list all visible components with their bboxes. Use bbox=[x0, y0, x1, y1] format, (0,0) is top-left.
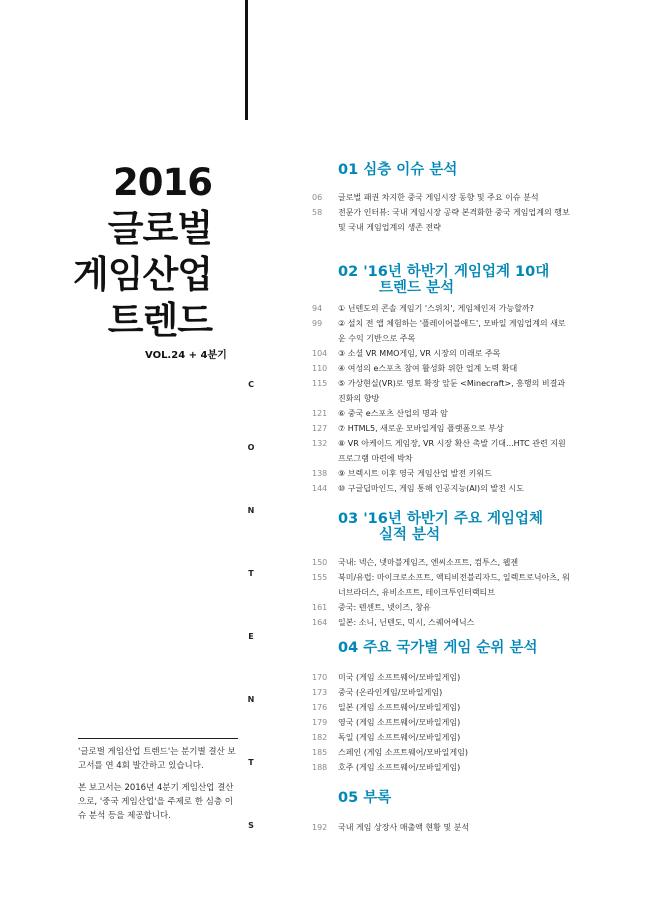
volume-label: VOL.24 + 4분기 bbox=[145, 350, 227, 361]
section-items bbox=[312, 670, 573, 775]
toc-page-number: 161 bbox=[312, 603, 328, 612]
toc-entry-text: 북미/유럽: 마이크로소프트, 액티비전블리자드, 일렉트로닉아츠, 워너브라더스, 유비소프트, 테이크투인터랙티브 bbox=[338, 573, 570, 597]
toc-entry-text: 글로벌 패권 차지한 중국 게임시장 동향 및 주요 이슈 분석 bbox=[338, 193, 539, 202]
toc-entry-text: 중국: 텐센트, 넷이즈, 창유 bbox=[338, 603, 431, 612]
section-title bbox=[338, 162, 573, 178]
publication-note bbox=[78, 745, 238, 831]
toc-item[interactable] bbox=[312, 715, 573, 730]
toc-entry-text: ⑩ 구글딥마인드, 게임 통해 인공지능(AI)의 발전 시도 bbox=[338, 484, 524, 493]
section-title-line-1: 01 심층 이슈 분석 bbox=[338, 162, 458, 178]
title-line-1: 2016 bbox=[113, 161, 212, 204]
toc-page-number: 104 bbox=[312, 349, 328, 358]
toc-page-number: 192 bbox=[312, 823, 328, 832]
toc-entry-text: ⑥ 중국 e스포츠 산업의 명과 암 bbox=[338, 409, 448, 418]
toc-page-number: 179 bbox=[312, 718, 328, 727]
toc-page-number: 121 bbox=[312, 409, 328, 418]
section-title-line-2: 트렌드 분석 bbox=[379, 280, 455, 296]
section-title-line-1: 02 '16년 하반기 게임업계 10대 bbox=[338, 264, 550, 280]
toc-entry-text: 국내 게임 상장사 매출액 현황 및 분석 bbox=[338, 823, 470, 832]
toc-entry-text: 중국 (온라인게임/모바일게임) bbox=[338, 688, 443, 697]
toc-entry-text: ① 닌텐도의 콘솔 게임기 '스위치', 게임체인저 가능할까? bbox=[338, 304, 534, 313]
toc-page-number: 94 bbox=[312, 304, 323, 313]
toc-entry-text: 일본: 소니, 닌텐도, 믹시, 스퀘어에닉스 bbox=[338, 618, 475, 627]
toc-entry-text: 영국 (게임 소프트웨어/모바일게임) bbox=[338, 718, 461, 727]
toc-entry-text: 국내: 넥슨, 넷마블게임즈, 엔씨소프트, 컴투스, 웹젠 bbox=[338, 558, 519, 567]
toc-page-number: 150 bbox=[312, 558, 328, 567]
contents-letter: S bbox=[248, 821, 254, 830]
toc-item[interactable] bbox=[312, 700, 573, 715]
toc-item[interactable] bbox=[312, 555, 573, 570]
toc-item[interactable] bbox=[312, 466, 573, 481]
note-paragraph-2: 본 보고서는 2016년 4분기 게임산업 결산으로, '중국 게임산업'을 주제로 한 심층 이슈 분석 등을 제공합니다. bbox=[78, 783, 234, 821]
toc-item[interactable] bbox=[312, 190, 573, 205]
toc-page-number: 58 bbox=[312, 208, 323, 217]
section-items bbox=[312, 820, 573, 835]
toc-page-number: 170 bbox=[312, 673, 328, 682]
toc-item[interactable] bbox=[312, 745, 573, 760]
toc-entry-text: 호주 (게임 소프트웨어/모바일게임) bbox=[338, 763, 461, 772]
report-title bbox=[73, 160, 212, 344]
section-title-line-1: 04 주요 국가별 게임 순위 분석 bbox=[338, 640, 538, 656]
contents-letter: C bbox=[248, 380, 254, 389]
contents-letter: O bbox=[247, 443, 255, 452]
contents-letter: N bbox=[247, 506, 255, 515]
toc-page-number: 188 bbox=[312, 763, 328, 772]
toc-item[interactable] bbox=[312, 361, 573, 376]
toc-item[interactable] bbox=[312, 570, 573, 600]
toc-entry-text: ⑤ 가상현실(VR)로 영토 확장 앞둔 <Minecraft>, 흥행의 비결과 진화의 향방 bbox=[338, 379, 566, 403]
toc-entry-text: ② 설치 전 앱 체험하는 '플레이어블애드', 모바일 게임업계의 새로운 수익 기반으로 주목 bbox=[338, 319, 566, 343]
section-title bbox=[338, 640, 573, 656]
toc-page-number: 06 bbox=[312, 193, 323, 202]
section-items bbox=[312, 301, 573, 496]
toc-entry-text: 전문가 인터뷰: 국내 게임시장 공략 본격화한 중국 게임업계의 행보 및 국내 게임업계의 생존 전략 bbox=[338, 208, 570, 232]
toc-item[interactable] bbox=[312, 346, 573, 361]
toc-page-number: 127 bbox=[312, 424, 328, 433]
section-items bbox=[312, 555, 573, 630]
toc-page-number: 185 bbox=[312, 748, 328, 757]
toc-item[interactable] bbox=[312, 685, 573, 700]
toc-entry-text: ⑦ HTML5, 새로운 모바일게임 플랫폼으로 부상 bbox=[338, 424, 504, 433]
toc-entry-text: ④ 여성의 e스포츠 참여 활성화 위한 업계 노력 확대 bbox=[338, 364, 518, 373]
toc-page-number: 155 bbox=[312, 573, 328, 582]
title-line-4: 트렌드 bbox=[107, 299, 212, 342]
note-divider bbox=[78, 738, 238, 739]
contents-letter: T bbox=[248, 569, 254, 578]
toc-item[interactable] bbox=[312, 730, 573, 745]
toc-page-number: 144 bbox=[312, 484, 328, 493]
toc-item[interactable] bbox=[312, 436, 573, 466]
title-line-2: 글로벌 bbox=[107, 207, 212, 250]
toc-page-number: 182 bbox=[312, 733, 328, 742]
toc-page-number: 132 bbox=[312, 439, 328, 448]
top-vertical-rule bbox=[245, 0, 248, 120]
toc-entry-text: 미국 (게임 소프트웨어/모바일게임) bbox=[338, 673, 461, 682]
toc-entry-text: 스페인 (게임 소프트웨어/모바일게임) bbox=[338, 748, 468, 757]
section-title bbox=[338, 790, 573, 806]
contents-letter: T bbox=[248, 758, 254, 767]
section-items bbox=[312, 190, 573, 235]
note-paragraph-1: '글로벌 게임산업 트렌드'는 분기별 결산 보고서를 연 4회 발간하고 있습니다. bbox=[78, 747, 236, 771]
section-title bbox=[338, 264, 573, 296]
toc-item[interactable] bbox=[312, 615, 573, 630]
section-01 bbox=[312, 162, 573, 235]
toc-item[interactable] bbox=[312, 760, 573, 775]
section-title-line-2: 실적 분석 bbox=[379, 527, 441, 543]
toc-item[interactable] bbox=[312, 481, 573, 496]
toc-page-number: 110 bbox=[312, 364, 328, 373]
toc-entry-text: ③ 소셜 VR MMO게임, VR 시장의 미래로 주목 bbox=[338, 349, 501, 358]
toc-page-number: 164 bbox=[312, 618, 328, 627]
contents-vertical-label bbox=[246, 380, 256, 884]
toc-entry-text: ⑧ VR 아케이드 게임장, VR 시장 확산 촉발 기대...HTC 관련 지원 프로그램 마련에 박차 bbox=[338, 439, 566, 463]
section-05 bbox=[312, 790, 573, 835]
section-title-line-1: 03 '16년 하반기 주요 게임업체 bbox=[338, 511, 544, 527]
toc-page-number: 115 bbox=[312, 379, 328, 388]
toc-item[interactable] bbox=[312, 670, 573, 685]
section-02 bbox=[312, 264, 573, 496]
toc-item[interactable] bbox=[312, 406, 573, 421]
toc-entry-text: ⑨ 브렉시트 이후 영국 게임산업 발전 키워드 bbox=[338, 469, 492, 478]
toc-item[interactable] bbox=[312, 820, 573, 835]
section-04 bbox=[312, 640, 573, 775]
section-title bbox=[338, 511, 573, 543]
toc-item[interactable] bbox=[312, 205, 573, 235]
toc-item[interactable] bbox=[312, 316, 573, 346]
title-line-3: 게임산업 bbox=[73, 253, 212, 296]
section-title-line-1: 05 부록 bbox=[338, 790, 392, 806]
toc-page-number: 173 bbox=[312, 688, 328, 697]
contents-letter: E bbox=[248, 632, 254, 641]
toc-item[interactable] bbox=[312, 301, 573, 316]
toc-entry-text: 독일 (게임 소프트웨어/모바일게임) bbox=[338, 733, 461, 742]
toc-page-number: 176 bbox=[312, 703, 328, 712]
toc-item[interactable] bbox=[312, 600, 573, 615]
contents-letter: N bbox=[247, 695, 255, 704]
section-03 bbox=[312, 511, 573, 630]
toc-page-number: 99 bbox=[312, 319, 323, 328]
toc-item[interactable] bbox=[312, 376, 573, 406]
toc-page-number: 138 bbox=[312, 469, 328, 478]
toc-item[interactable] bbox=[312, 421, 573, 436]
toc-entry-text: 일본 (게임 소프트웨어/모바일게임) bbox=[338, 703, 461, 712]
